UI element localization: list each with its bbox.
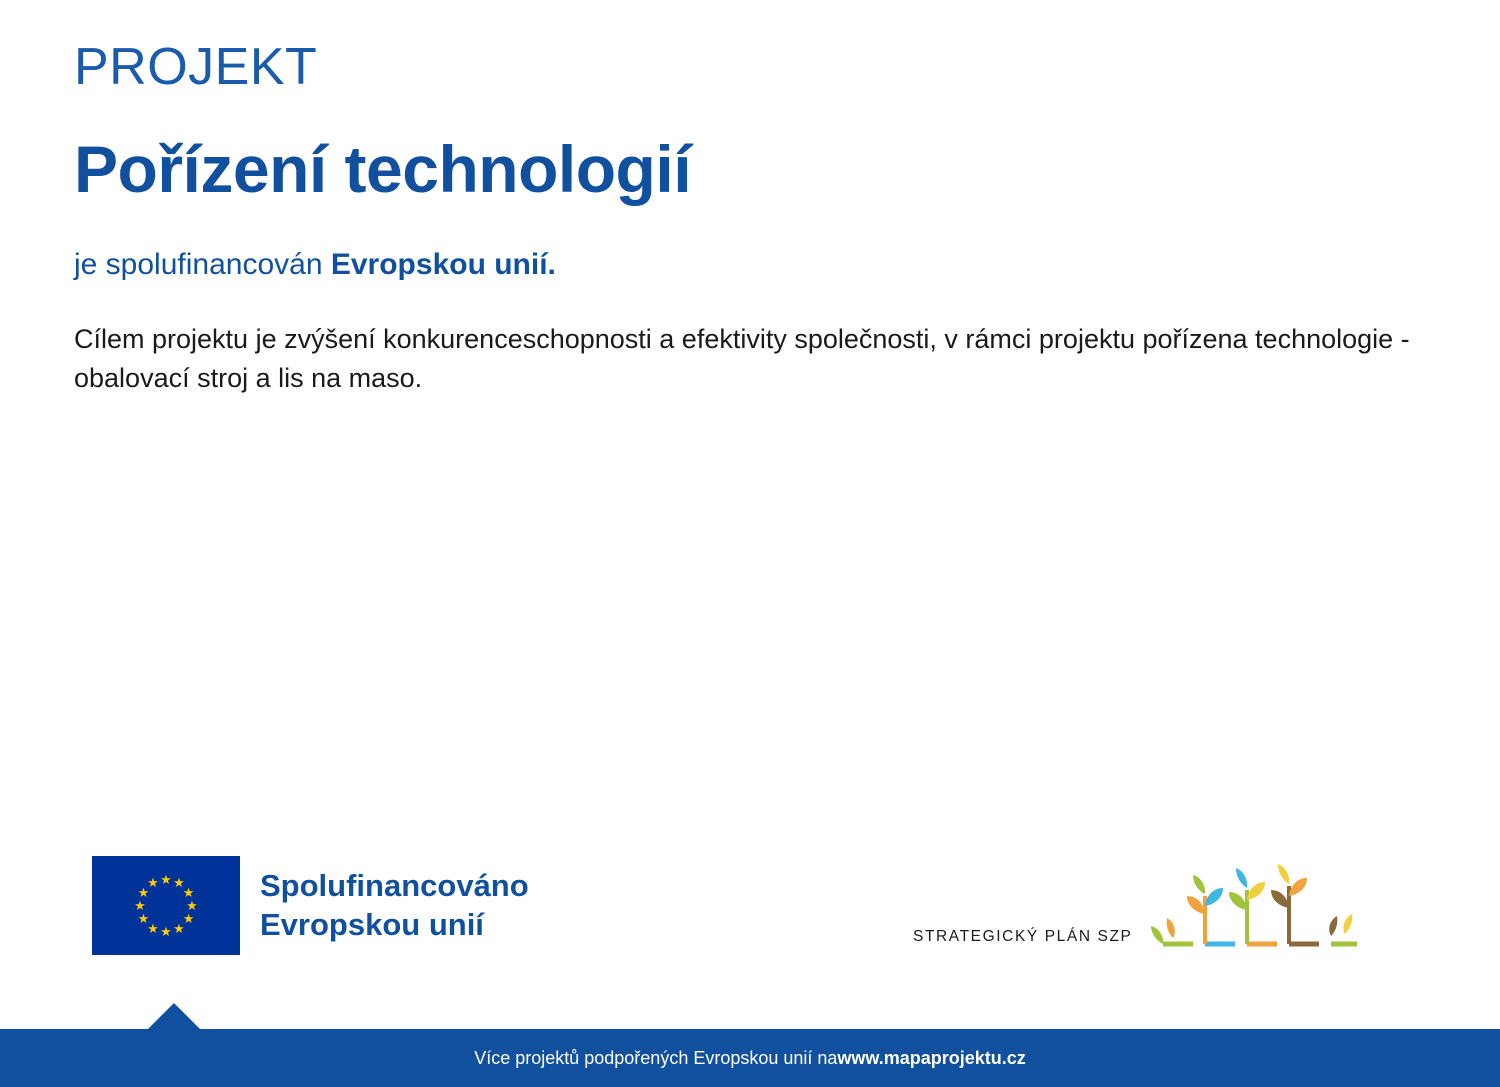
szp-sprouts-icon [905,848,1375,968]
eu-flag-icon [92,856,240,955]
eu-star-icon: ★ [147,875,159,891]
eu-cofunding-logo [92,856,529,955]
eu-star-icon: ★ [186,898,198,913]
funding-subtitle-plain: je spolufinancován [74,247,331,281]
eu-star-icon: ★ [182,911,195,926]
eu-star-icon: ★ [160,872,172,887]
szp-logo [905,848,1375,968]
eu-logo-text [260,867,529,945]
footer-bar [0,1029,1500,1087]
eu-star-icon: ★ [147,920,159,936]
text-content [74,40,1434,398]
project-kicker: PROJEKT [74,38,318,96]
footer-notch [148,1003,200,1029]
funding-subtitle [74,248,1434,282]
eu-star-icon: ★ [173,875,185,891]
page-title: Pořízení technologií [74,131,692,206]
eu-star-icon: ★ [137,885,150,900]
eu-star-icon: ★ [134,898,146,913]
eu-logo-line-2: Evropskou unií [260,906,484,942]
eu-star-icon: ★ [182,885,195,900]
eu-star-icon: ★ [160,924,172,939]
project-description: Cílem projektu je zvýšení konkurenceschopnosti a efektivity společnosti, v rámci projektu pořízena technologie - obalovací stroj a lis na maso. [74,323,1410,394]
szp-logo-label: STRATEGICKÝ PLÁN SZP [913,928,1133,945]
funding-subtitle-bold: Evropskou unií. [330,247,556,281]
footer-link[interactable]: www.mapaprojektu.cz [837,1047,1026,1068]
eu-star-icon: ★ [137,911,150,926]
footer-text-plain: Více projektů podpořených Evropskou unií na [474,1047,838,1068]
eu-logo-line-1: Spolufinancováno [260,867,529,903]
eu-star-icon: ★ [173,920,185,936]
